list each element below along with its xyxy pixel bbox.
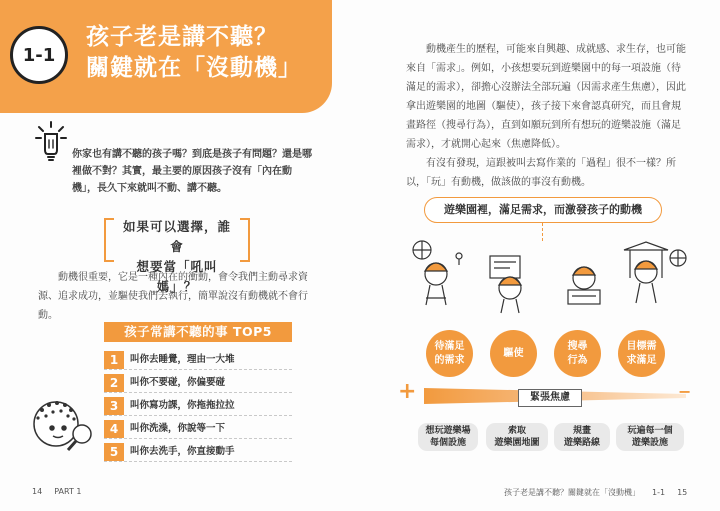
step-line1: 規畫 [572,426,591,436]
stress-label: 緊張焦慮 [518,389,582,407]
intro-text: 你家也有講不聽的孩子嗎？到底是孩子有問題？還是哪裡做不對？其實，最主要的原因孩子沒有「內在動機」，長久下來就叫不動、講不聽。 [72,149,312,194]
diagram-title: 遊樂園裡，滿足需求，而激發孩子的動機 [424,197,662,223]
circle-goal-satisfied [618,330,665,377]
paragraph-homework-comparison: 有沒有發現，這跟被叫去寫作業的「過程」很不一樣？所以，「玩」有動機，做該做的事沒有動機。 [406,158,676,188]
chapter-badge: 1-1 [10,26,68,84]
body-text-right [406,40,686,192]
footer-page-number-right: 15 [677,488,688,497]
circle-line2: 行為 [567,354,588,366]
body-paragraph-left: 動機很重要，它是一種內在的衝動，會令我們主動尋求資源、追求成功，並驅使我們去執行，簡單說沒有動機就不會行動。 [38,272,308,321]
chapter-title-line2: 關鍵就在「沒動機」 [86,55,302,81]
chapter-title-line1: 孩子老是講不聽？ [86,24,278,50]
circle-unmet-need [426,330,473,377]
circle-search-behavior [554,330,601,377]
top5-title: 孩子常講不聽的事 TOP5 [104,322,292,342]
list-item-number: 4 [104,420,124,438]
minus-sign: − [678,382,692,401]
step-line2: 每個設施 [429,438,466,448]
lightbulb-icon [34,120,68,164]
child-magnifier-illustration [22,388,102,460]
list-item-text: 叫你寫功課，你拖拖拉拉 [130,400,235,411]
bracket-left [104,218,114,262]
question-line2: 想要當「吼叫媽」？ [136,259,218,294]
step-line1: 玩遍每一個 [627,426,673,436]
step-box-ride-all [616,423,684,451]
list-item [104,373,292,393]
circle-drive [490,330,537,377]
children-illustrations [404,238,692,318]
step-line1: 想玩遊樂場 [425,426,471,436]
footer-right [504,487,687,498]
question-line1: 如果可以選擇，誰會 [122,219,231,254]
list-item-number: 5 [104,443,124,461]
list-item [104,419,292,439]
list-item-text: 叫你不要碰，你偏要碰 [130,377,226,388]
step-box-plan-route [554,423,610,451]
plus-sign: + [398,379,417,404]
footer-left [32,487,81,496]
circle-line1: 待滿足 [434,340,465,352]
step-line2: 遊樂路線 [563,438,600,448]
bracket-right [240,218,250,262]
list-item [104,396,292,416]
question-callout [104,216,250,294]
footer-chapter-title: 孩子老是講不聽？關鍵就在「沒動機」 [504,488,640,497]
step-line2: 遊樂園地圖 [494,438,540,448]
list-item-text: 叫你去洗手，你直接動手 [130,446,235,457]
list-item-text: 叫你洗澡，你說等一下 [130,423,226,434]
chapter-title [86,22,302,84]
list-item-number: 3 [104,397,124,415]
step-line2: 遊樂設施 [631,438,668,448]
list-item-number: 2 [104,374,124,392]
list-item-number: 1 [104,351,124,369]
list-item [104,350,292,370]
circle-line1: 驅使 [503,347,524,359]
circle-line1: 目標需 [626,340,657,352]
circle-line2: 的需求 [434,354,465,366]
footer-section: 1-1 [652,488,666,497]
list-item [104,442,292,462]
step-box-get-map [486,423,548,451]
step-box-want-rides [418,423,478,451]
circle-line1: 搜尋 [567,340,588,352]
footer-page-number-left: 14 [32,487,43,496]
circle-line2: 求滿足 [626,354,657,366]
list-item-text: 叫你去睡覺，理由一大堆 [130,354,235,365]
paragraph-motivation-process: 動機產生的歷程，可能來自興趣、成就感、求生存，也可能來自「需求」。例如，小孩想要玩到遊樂園中的每一項設施（待滿足的需求），卻擔心沒辦法全部玩遍（因需求產生焦慮），因此拿出遊樂園的地圖（驅使），孩子接下來會認真研究，而且會規畫路徑（搜尋行為），直到如願玩到所有想玩的遊樂設施（滿足需求），才就開心起來（焦慮降低）。 [406,44,686,150]
footer-part-label: PART 1 [54,487,82,496]
step-line1: 索取 [507,426,526,436]
